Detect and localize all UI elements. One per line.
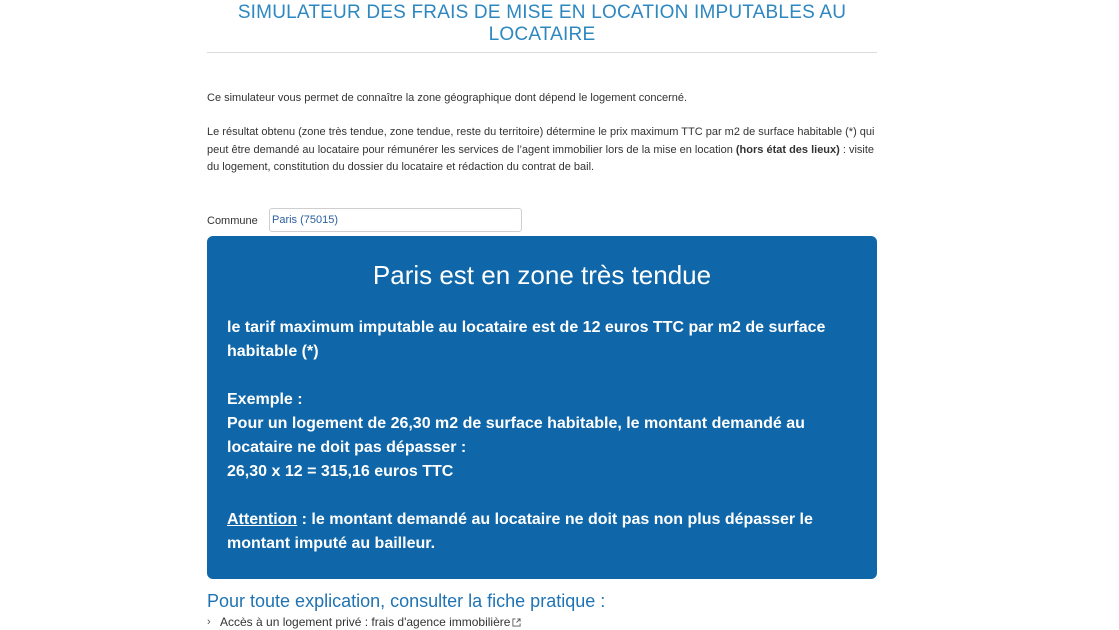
description-part1: Le résultat obtenu (zone très tendue, zone tendue, reste du territoire) détermine le prix maximum TTC par m2 de surface habitable (*) qui peut être demandé au locataire pour rémunérer les services de l’agent immobilier lors de la mise en location <box>207 126 875 156</box>
fiche-link-row <box>207 614 907 630</box>
tarif-text: le tarif maximum imputable au locataire est de 12 euros TTC par m2 de surface habitable (*) <box>227 319 826 360</box>
result-title: Paris est en zone très tendue <box>372 260 712 290</box>
commune-label: Commune <box>207 214 258 227</box>
commune-input[interactable] <box>269 208 522 232</box>
attention-body: : le montant demandé au locataire ne doit pas non plus dépasser le montant imputé au bailleur. <box>227 511 813 552</box>
page-title: SIMULATEUR DES FRAIS DE MISE EN LOCATION IMPUTABLES AU LOCATAIRE <box>207 0 877 53</box>
result-panel <box>207 236 877 579</box>
example-calculation: 26,30 x 12 = 315,16 euros TTC <box>227 463 454 480</box>
intro-text: Ce simulateur vous permet de connaître la zone géographique dont dépend le logement concerné. <box>207 92 688 104</box>
example-text: Pour un logement de 26,30 m2 de surface habitable, le montant demandé au locataire ne doit pas dépasser : <box>227 415 805 456</box>
chevron-right-icon: › <box>207 616 211 628</box>
example-label: Exemple : <box>227 391 303 408</box>
result-body <box>227 316 857 556</box>
description-part2: : visite du logement, constitution du dossier du locataire et rédaction du contrat de bail. <box>207 143 875 173</box>
fiche-pratique-link[interactable] <box>220 614 521 630</box>
commune-row <box>207 207 877 233</box>
attention-label: Attention <box>227 511 298 528</box>
attention-text <box>227 508 857 556</box>
description-text <box>207 124 877 177</box>
more-info <box>207 590 907 630</box>
fiche-link-label: Accès à un logement privé : frais d'agence immobilière <box>220 615 511 629</box>
simulator-panel <box>207 0 877 233</box>
external-link-icon <box>512 618 521 627</box>
more-info-title: Pour toute explication, consulter la fiche pratique : <box>207 591 606 611</box>
description-bold: (hors état des lieux) <box>735 143 840 156</box>
